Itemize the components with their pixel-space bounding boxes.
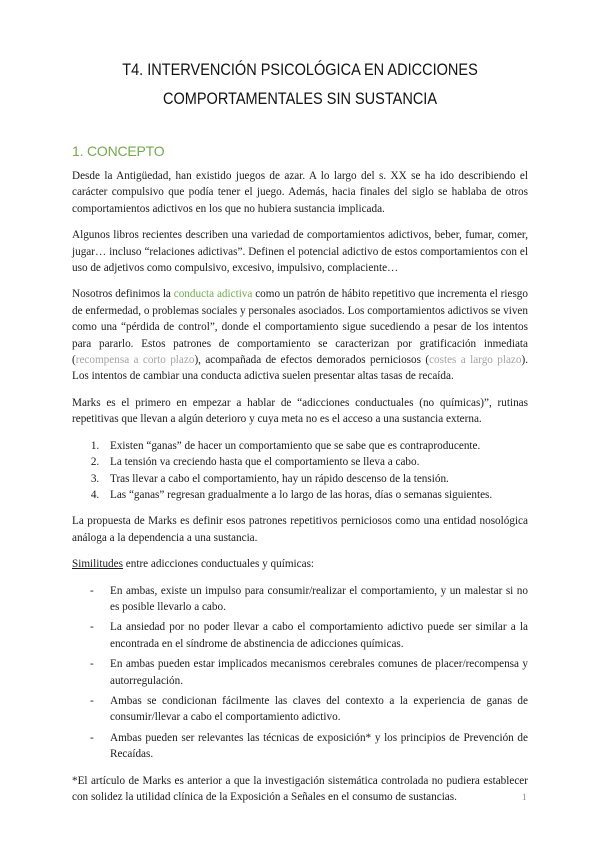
list-item [90,656,528,689]
long-term-cost-note: costes a largo plazo [429,354,522,367]
section-heading: 1. CONCEPTO [72,143,165,159]
marks-steps-list [72,438,528,504]
list-item [90,583,528,616]
definition-text-d: ). Los intentos de cambiar una conducta adictiva suelen presentar altas tasas de recaída. [72,354,529,383]
list-item: 2. La tensión va creciendo hasta que el comportamiento se lleva a cabo. [102,454,528,470]
list-item-text: En ambas pueden estar implicados mecanismos cerebrales comunes de placer/recompensa y autorregulación. [110,658,528,687]
page-title [89,56,511,114]
paragraph-books: Algunos libros recientes describen una variedad de comportamientos adictivos, beber, fumar, comer, jugar… incluso “relaciones adictivas”. Definen el potencial adictivo de estos comportamientos con el uso de adjetivos como compulsivo, excesivo, impulsivo, complaciente… [72,229,528,275]
paragraph-proposal: La propuesta de Marks es definir esos patrones repetitivos perniciosos como una entidad nosológica análoga a la dependencia a una sustancia. [72,515,528,544]
paragraph-history: Desde la Antigüedad, han existido juegos de azar. A lo largo del s. XX se ha ido describiendo el carácter compulsivo que podía tener el juego. Además, hacia finales del siglo se hablaba de otros comportamientos adictivos en los que no hubiera sustancia implicada. [72,170,528,215]
list-item-text: Ambas pueden ser relevantes las técnicas de exposición* y los principios de Prevención de Recaídas. [110,731,528,761]
list-item: 1. Existen “ganas” de hacer un comportamiento que se sabe que es contraproducente. [102,438,528,454]
similarities-label: Similitudes [72,558,123,571]
dash-bullet: - [90,658,94,671]
list-item: 3. Tras llevar a cabo el comportamiento, hay un rápido descenso de la tensión. [102,471,528,487]
definition-text-b: como un patrón de hábito repetitivo que incrementa el riesgo de enfermedad, o problemas sociales y personales asociados. Los comportamientos adictivos se viven como una “pérdida de control”, donde el comportamiento sigue sucediendo a pesar de los intentos para pararlo. Estos patrones de comportamiento se caracterizan por gratificación inmediata ( [72,288,528,367]
list-item [90,730,528,763]
list-item [90,693,528,726]
definition-text-c: ), acompañada de efectos demorados perniciosos ( [194,354,430,367]
addictive-behavior-term: conducta adictiva [173,288,253,301]
similarities-heading-rest: entre adicciones conductuales y químicas: [122,558,315,571]
paragraph-marks: Marks es el primero en empezar a hablar de “adicciones conductuales (no químicas)”, rutinas repetitivas que llevan a algún deterioro y cuya meta no es el acceso a una sustancia externa. [72,396,528,426]
document-body [72,168,528,815]
similarities-heading [72,556,528,572]
list-item-text: Ambas se condicionan fácilmente las claves del contexto a la experiencia de ganas de consumir/llevar a cabo el comportamiento adictivo. [110,694,528,724]
dash-bullet: - [90,621,94,634]
definition-text-a: Nosotros definimos la [72,288,174,301]
list-item [90,619,528,652]
similarities-list [72,583,528,763]
title-line-2: COMPORTAMENTALES SIN SUSTANCIA [162,90,438,108]
dash-bullet: - [90,731,94,744]
short-term-reward-note: recompensa a corto plazo [75,354,195,367]
page-number: 1 [522,792,527,802]
footnote: *El artículo de Marks es anterior a que la investigación sistemática controlada no pudiera establecer con solidez la utilidad clínica de la Exposición a Señales en el consumo de sustancias. [72,774,528,803]
dash-bullet: - [90,584,94,597]
title-line-1: T4. INTERVENCIÓN PSICOLÓGICA EN ADICCIONES [122,61,478,79]
list-item-text: En ambas, existe un impulso para consumir/realizar el comportamiento, y un malestar si no es posible llevarlo a cabo. [110,584,528,613]
list-item-text: La ansiedad por no poder llevar a cabo el comportamiento adictivo puede ser similar a la encontrada en el síndrome de abstinencia de adicciones químicas. [110,621,528,650]
dash-bullet: - [90,694,94,707]
list-item: 4. Las “ganas” regresan gradualmente a lo largo de las horas, días o semanas siguientes. [102,487,528,503]
paragraph-definition [72,286,528,384]
